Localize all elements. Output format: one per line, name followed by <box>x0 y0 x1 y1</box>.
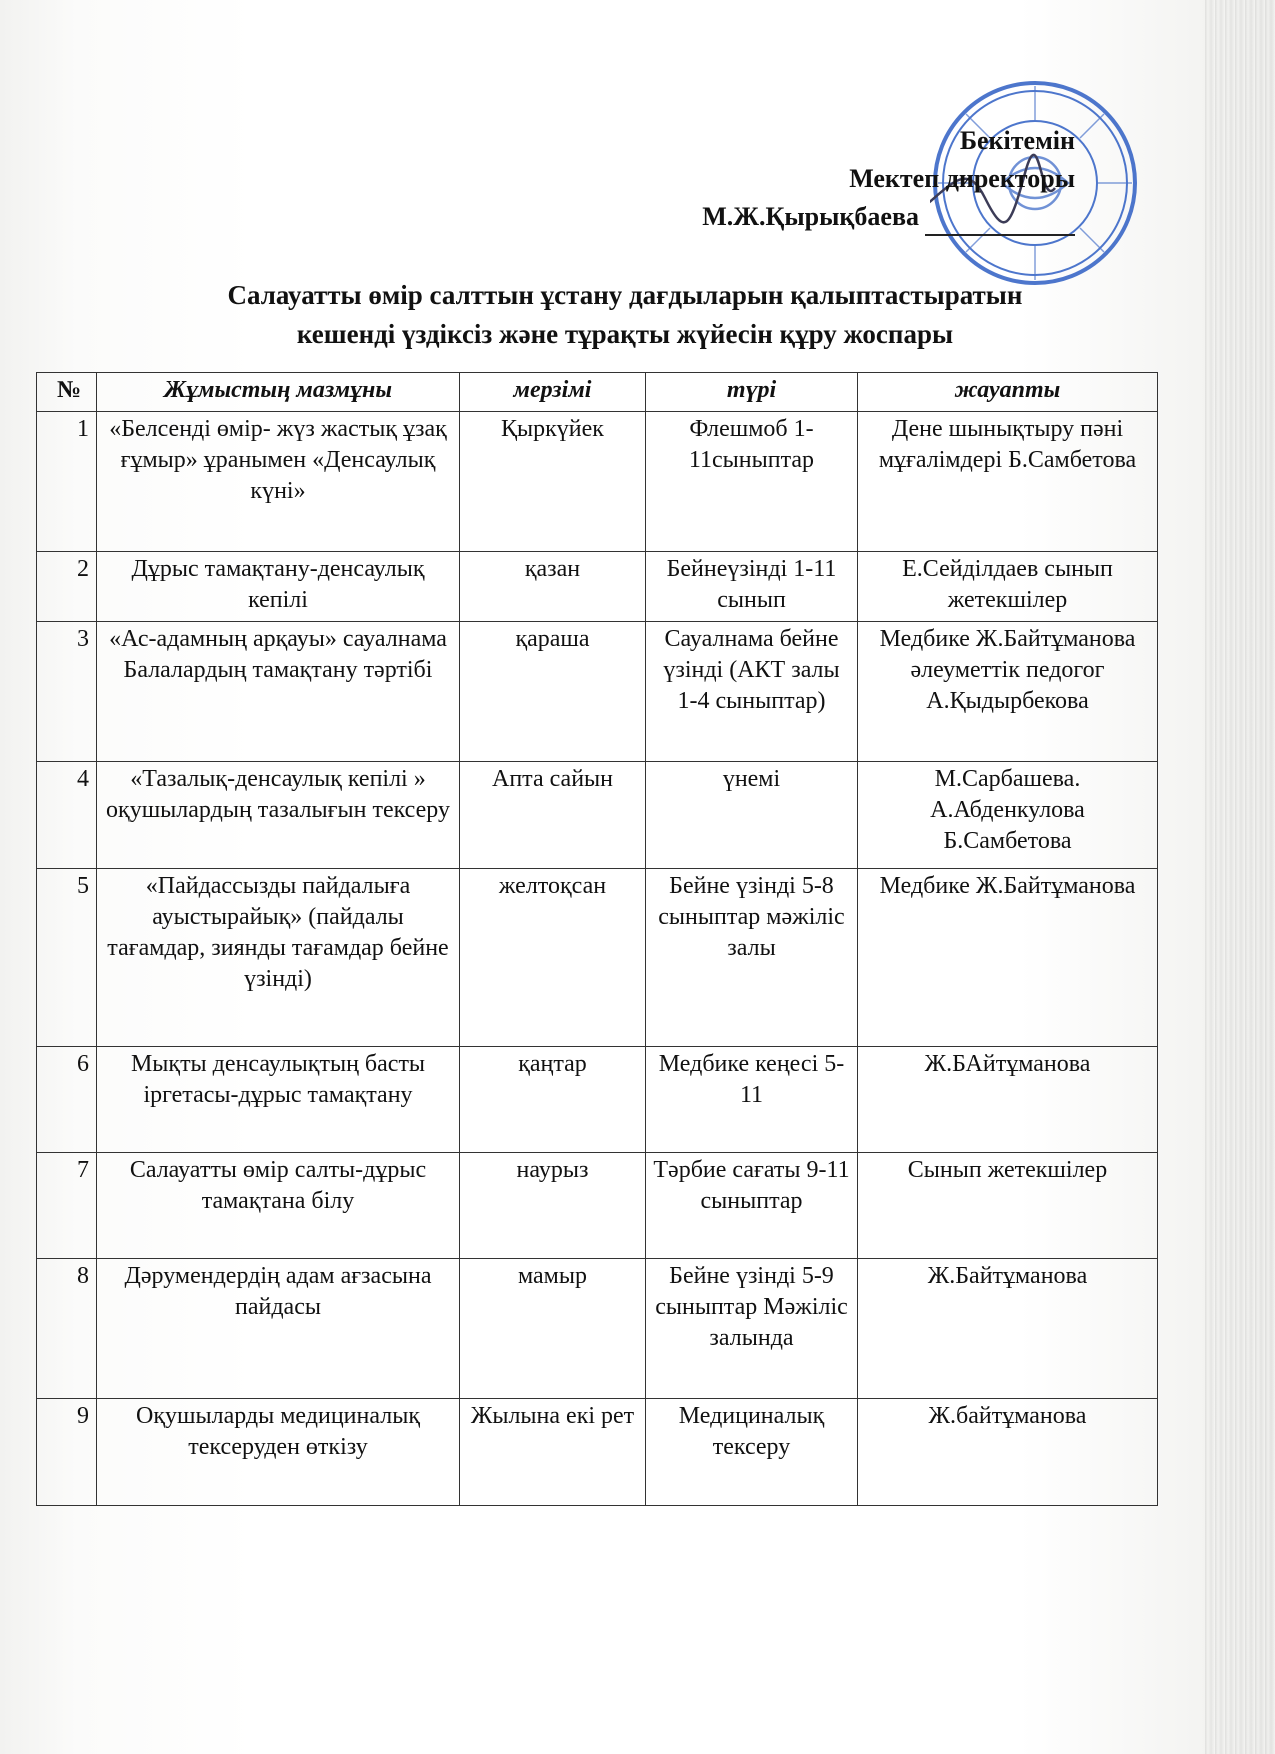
signature-line <box>925 210 1075 236</box>
header-type: түрі <box>646 373 858 412</box>
cell-responsible: Дене шынықтыру пәні мұғалімдері Б.Самбетова <box>858 412 1158 552</box>
cell-number: 8 <box>37 1259 97 1399</box>
cell-type: Сауалнама бейне үзінді (АКТ залы 1-4 сыныптар) <box>646 622 858 762</box>
cell-number: 5 <box>37 869 97 1047</box>
cell-term: Қыркүйек <box>460 412 646 552</box>
cell-type: үнемі <box>646 762 858 869</box>
approval-line-3 <box>702 198 1075 236</box>
cell-number: 9 <box>37 1399 97 1506</box>
cell-number: 6 <box>37 1047 97 1153</box>
cell-type: Бейнеүзінді 1-11 сынып <box>646 552 858 622</box>
approval-line-2: Мектеп директоры <box>849 164 1075 193</box>
cell-content: Мықты денсаулықтың басты іргетасы-дұрыс тамақтану <box>97 1047 460 1153</box>
cell-type: Тәрбие сағаты 9-11 сыныптар <box>646 1153 858 1259</box>
cell-type: Медициналық тексеру <box>646 1399 858 1506</box>
cell-responsible: Медбике Ж.Байтұманова <box>858 869 1158 1047</box>
cell-type: Медбике кеңесі 5-11 <box>646 1047 858 1153</box>
cell-term: желтоқсан <box>460 869 646 1047</box>
cell-responsible: М.Сарбашева. А.Абденкулова Б.Самбетова <box>858 762 1158 869</box>
cell-responsible: Ж.БАйтұманова <box>858 1047 1158 1153</box>
cell-term: Жылына екі рет <box>460 1399 646 1506</box>
cell-number: 1 <box>37 412 97 552</box>
director-name: М.Ж.Қырықбаева <box>702 202 919 231</box>
cell-content: Оқушыларды медициналық тексеруден өткізу <box>97 1399 460 1506</box>
table-row <box>37 762 1158 869</box>
cell-term: мамыр <box>460 1259 646 1399</box>
table-row <box>37 552 1158 622</box>
table-row <box>37 869 1158 1047</box>
table-row <box>37 622 1158 762</box>
cell-content: «Белсенді өмір- жүз жастық ұзақ ғұмыр» ұранымен «Денсаулық күні» <box>97 412 460 552</box>
cell-term: қазан <box>460 552 646 622</box>
cell-number: 3 <box>37 622 97 762</box>
cell-responsible: Е.Сейділдаев сынып жетекшілер <box>858 552 1158 622</box>
header-term: мерзімі <box>460 373 646 412</box>
title-line-1: Салауатты өмір салттын ұстану дағдыларын қалыптастыратын <box>227 280 1023 310</box>
cell-term: қараша <box>460 622 646 762</box>
cell-responsible: Ж.байтұманова <box>858 1399 1158 1506</box>
table-row <box>37 1399 1158 1506</box>
header-content: Жұмыстың мазмұны <box>97 373 460 412</box>
cell-term: наурыз <box>460 1153 646 1259</box>
cell-type: Бейне үзінді 5-8 сыныптар мәжіліс залы <box>646 869 858 1047</box>
cell-content: «Ас-адамның арқауы» сауалнама Балалардың тамақтану тәртібі <box>97 622 460 762</box>
cell-responsible: Медбике Ж.Байтұманова әлеуметтік педогог А.Қыдырбекова <box>858 622 1158 762</box>
cell-responsible: Сынып жетекшілер <box>858 1153 1158 1259</box>
table-row <box>37 412 1158 552</box>
table-row <box>37 1259 1158 1399</box>
title-line-2: кешенді үздіксіз және тұрақты жүйесін құру жоспары <box>296 319 954 349</box>
cell-term: Апта сайын <box>460 762 646 869</box>
table-row <box>37 1153 1158 1259</box>
cell-term: қаңтар <box>460 1047 646 1153</box>
cell-number: 4 <box>37 762 97 869</box>
cell-content: «Пайдассызды пайдалыға ауыстырайық» (пайдалы тағамдар, зиянды тағамдар бейне үзінді) <box>97 869 460 1047</box>
cell-content: Салауатты өмір салты-дұрыс тамақтана білу <box>97 1153 460 1259</box>
table-header-row <box>37 373 1158 412</box>
plan-table <box>36 372 1158 1506</box>
cell-number: 2 <box>37 552 97 622</box>
cell-content: Дәрумендердің адам ағзасына пайдасы <box>97 1259 460 1399</box>
cell-content: «Тазалық-денсаулық кепілі » оқушылардың тазалығын тексеру <box>97 762 460 869</box>
cell-content: Дұрыс тамақтану-денсаулық кепілі <box>97 552 460 622</box>
cell-number: 7 <box>37 1153 97 1259</box>
approval-line-1: Бекітемін <box>959 126 1075 155</box>
cell-type: Флешмоб 1-11сыныптар <box>646 412 858 552</box>
header-responsible: жауапты <box>858 373 1158 412</box>
page-edge-shadow <box>1205 0 1275 1754</box>
table-row <box>37 1047 1158 1153</box>
approval-block <box>702 122 1075 236</box>
cell-type: Бейне үзінді 5-9 сыныптар Мәжіліс залында <box>646 1259 858 1399</box>
cell-responsible: Ж.Байтұманова <box>858 1259 1158 1399</box>
header-number: № <box>37 373 97 412</box>
